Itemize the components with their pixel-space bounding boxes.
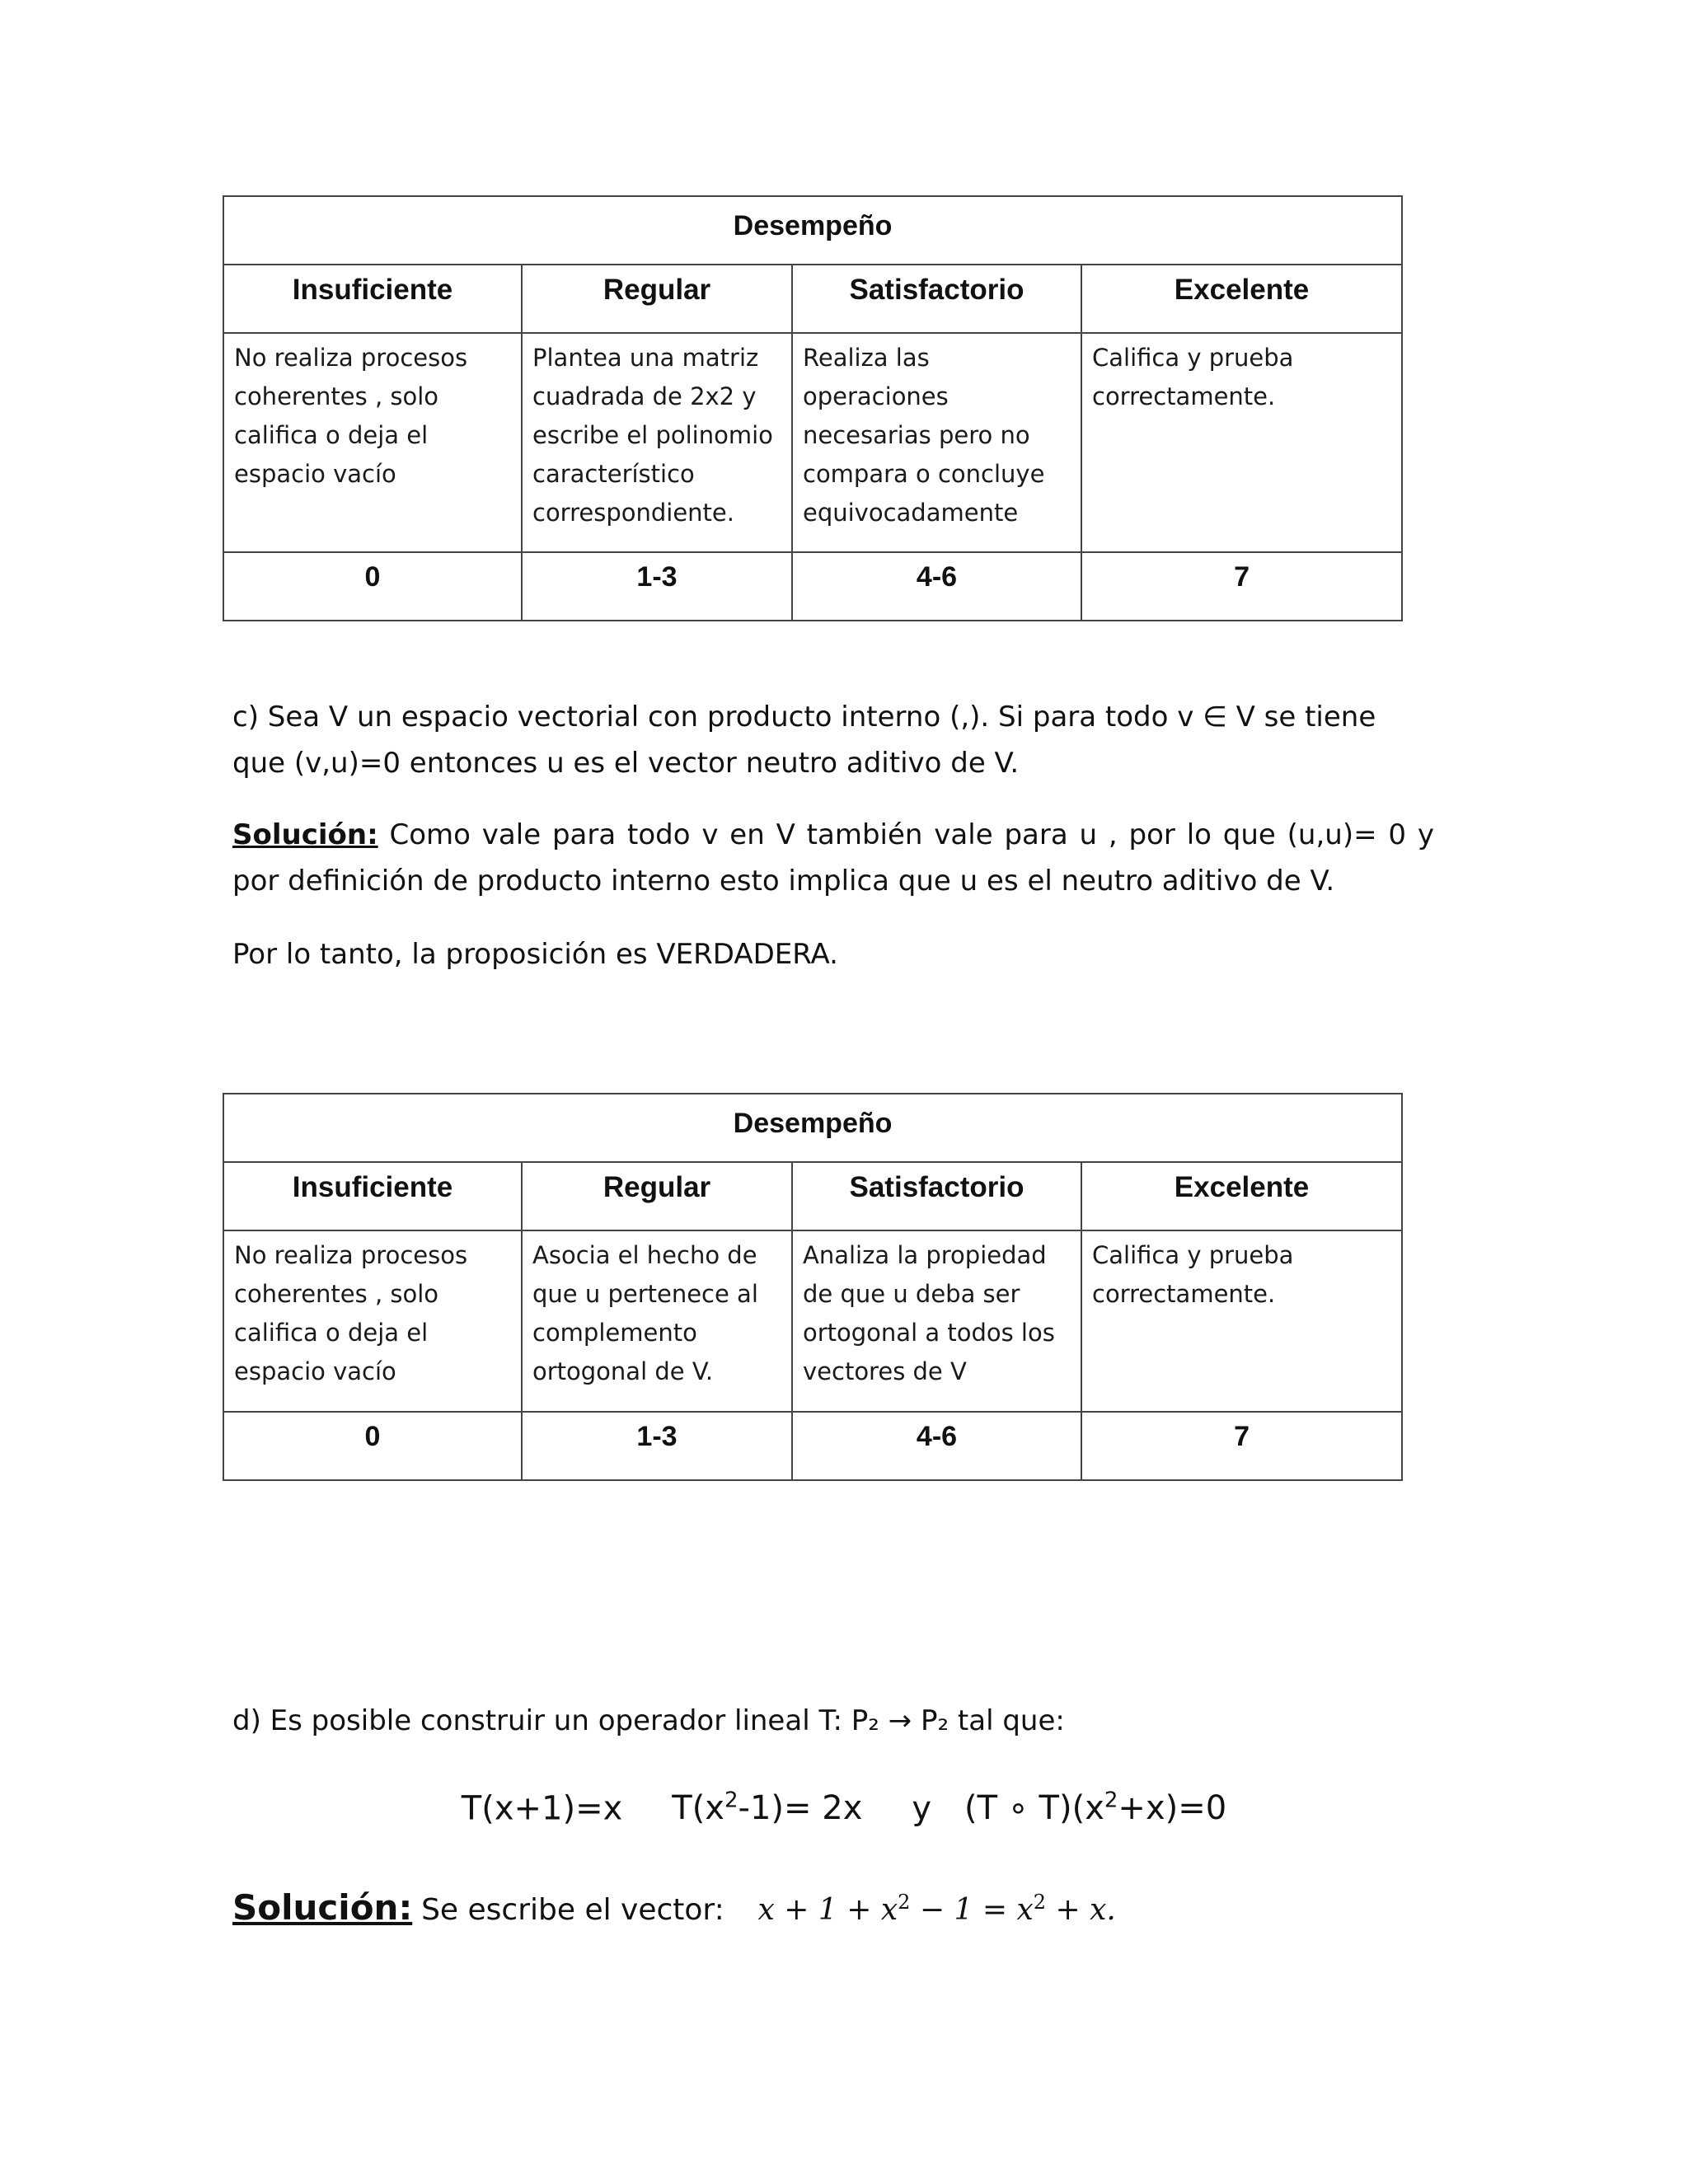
description-insuficiente: No realiza procesos coherentes , solo califica o deja el espacio vacío [223, 333, 522, 552]
rubric-title: Desempeño [223, 196, 1402, 265]
description-excelente: Califica y prueba correctamente. [1081, 1230, 1402, 1412]
equation-and: y [912, 1789, 932, 1828]
score-insuficiente: 0 [223, 1412, 522, 1480]
description-satisfactorio: Analiza la propiedad de que u deba ser ortogonal a todos los vectores de V [792, 1230, 1081, 1412]
score-excelente: 7 [1081, 1412, 1402, 1480]
score-regular: 1-3 [522, 1412, 792, 1480]
equation-2: $T(x^2-1)= 2x$ [672, 1788, 863, 1828]
description-insuficiente: No realiza procesos coherentes , solo califica o deja el espacio vacío [223, 1230, 522, 1412]
level-excelente: Excelente [1081, 265, 1402, 333]
level-insuficiente: Insuficiente [223, 1162, 522, 1230]
section-c-solution [232, 812, 1434, 904]
section-d-statement: d) Es posible construir un operador lineal T: P₂ → P₂ tal que: [232, 1704, 1065, 1737]
level-regular: Regular [522, 1162, 792, 1230]
level-excelente: Excelente [1081, 1162, 1402, 1230]
solution-label: Solución: [232, 1887, 413, 1928]
level-satisfactorio: Satisfactorio [792, 265, 1081, 333]
equation-1: T(x+1)=x [461, 1789, 623, 1828]
solution-text: Como vale para todo v en V también vale para u , por lo que (u,u)= 0 y por definición de producto interno esto implica que u es el neutro aditivo de V. [232, 818, 1434, 898]
level-satisfactorio: Satisfactorio [792, 1162, 1081, 1230]
description-satisfactorio: Realiza las operaciones necesarias pero no compara o concluye equivocadamente [792, 333, 1081, 552]
rubric-table-1 [223, 195, 1403, 621]
rubric-title: Desempeño [223, 1094, 1402, 1162]
score-insuficiente: 0 [223, 552, 522, 621]
solution-text: Se escribe el vector: [421, 1893, 724, 1927]
section-d-solution [232, 1879, 1469, 1933]
section-c-conclusion: Por lo tanto, la proposición es VERDADERA. [232, 938, 838, 971]
score-satisfactorio: 4-6 [792, 552, 1081, 621]
score-satisfactorio: 4-6 [792, 1412, 1081, 1480]
score-regular: 1-3 [522, 552, 792, 621]
equation-3: (T ∘ $T)(x^2+x)=0$ [964, 1788, 1227, 1828]
description-regular: Asocia el hecho de que u pertenece al complemento ortogonal de V. [522, 1230, 792, 1412]
description-excelente: Califica y prueba correctamente. [1081, 333, 1402, 552]
section-c-statement: c) Sea V un espacio vectorial con producto interno (,). Si para todo v ∈ V se tiene que (v,u)=0 entonces u es el vector neutro aditivo de V. [232, 701, 1376, 780]
score-excelente: 7 [1081, 552, 1402, 621]
equation-line [0, 1788, 1688, 1827]
rubric-table-2 [223, 1093, 1403, 1481]
level-regular: Regular [522, 265, 792, 333]
vector-expression: $x + 1 + x^2 - 1 = x^2 + x$. [757, 1891, 1116, 1927]
level-insuficiente: Insuficiente [223, 265, 522, 333]
description-regular: Plantea una matriz cuadrada de 2x2 y escribe el polinomio característico correspondiente. [522, 333, 792, 552]
solution-label: Solución: [232, 818, 378, 851]
